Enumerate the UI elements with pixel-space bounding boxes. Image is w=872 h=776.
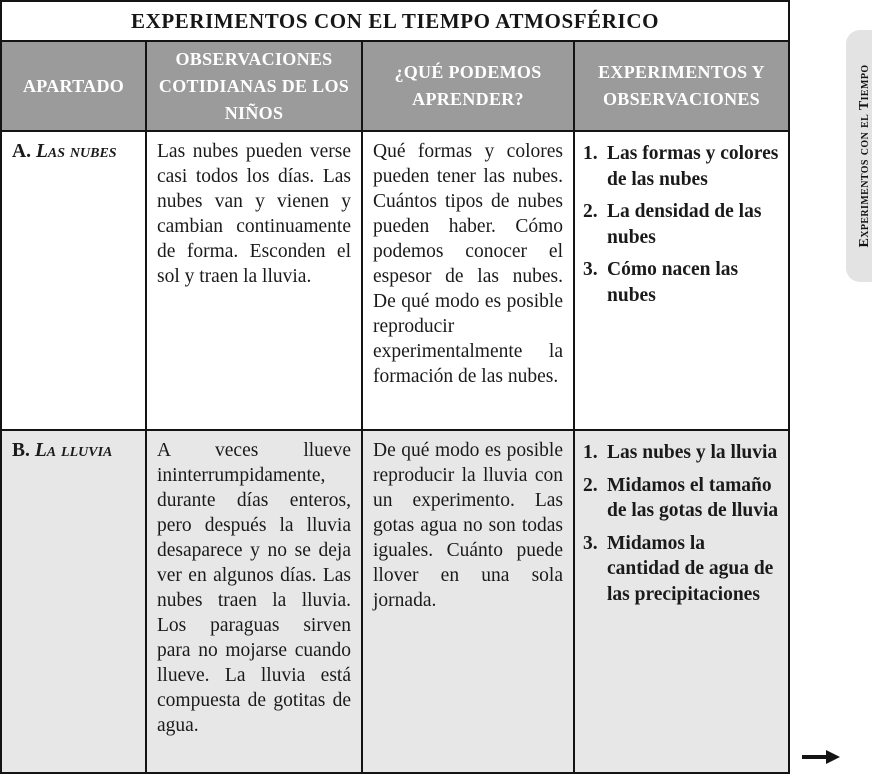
column-header-apartado: APARTADO [2,42,147,132]
list-number: 3. [583,259,598,280]
list-text: Midamos el tamaño de las gotas de lluvia [607,474,779,521]
list-number: 2. [583,474,598,496]
list-number: 1. [583,143,598,164]
section-name-a: Las nubes [35,141,117,162]
list-text: Midamos la cantidad de agua de las precipitaciones [607,532,774,605]
cell-aprender-b: De qué modo es posible reproducir la lluvia con un experimento. Las gotas agua no son todas iguales. Cuánto puede llover en una sola jornada. [363,431,575,772]
section-letter-b: B. [12,440,30,461]
cell-apartado-b [2,431,147,772]
list-text: La densidad de las nubes [607,201,762,248]
cell-experimentos-a [575,132,788,431]
chapter-side-tab [846,30,872,282]
column-header-aprender: ¿QUÉ PODEMOS APRENDER? [363,42,575,132]
column-header-experimentos: EXPERIMENTOS Y OBSERVACIONES [575,42,788,132]
list-text: Las nubes y la lluvia [607,442,778,463]
cell-observaciones-b: A veces llueve ininterrumpidamente, durante días enteros, pero después la lluvia desaparece y no se deja ver en algunos días. Las nubes traen la lluvia. Los paraguas sirven para no mojarse cuando llueve. La lluvia está compuesta de gotitas de agua. [147,431,363,772]
experiment-list-item [583,440,782,466]
list-number: 1. [583,442,598,463]
column-header-observaciones: OBSERVACIONES COTIDIANAS DE LOS NIÑOS [147,42,363,132]
list-number: 2. [583,201,598,222]
experiment-list-item [583,257,782,308]
cell-apartado-a [2,132,147,431]
list-text: Cómo nacen las nubes [607,259,739,306]
list-number: 3. [583,532,598,554]
table-grid [2,42,788,772]
next-page-arrow-icon [802,749,840,765]
table-title: EXPERIMENTOS CON EL TIEMPO ATMOSFÉRICO [2,2,788,42]
chapter-side-tab-label: Experimentos con el Tiempo [857,64,872,248]
list-text: Las formas y colores de las nubes [607,143,779,190]
cell-experimentos-b [575,431,788,772]
experiment-list-item [583,473,782,524]
experiment-list-item [583,199,782,250]
experiment-list-item [583,141,782,192]
experiment-list-item [583,531,782,608]
cell-aprender-a: Qué formas y colores pueden tener las nubes. Cuántos tipos de nubes pueden haber. Cómo podemos conocer el espesor de las nubes. De qué modo es posible reproducir experimentalmente la formación de las nubes. [363,132,575,431]
section-name-b: La lluvia [34,440,113,461]
section-letter-a: A. [12,141,31,162]
cell-observaciones-a: Las nubes pueden verse casi todos los días. Las nubes van y vienen y cambian continuamente de forma. Esconden el sol y traen la lluvia. [147,132,363,431]
